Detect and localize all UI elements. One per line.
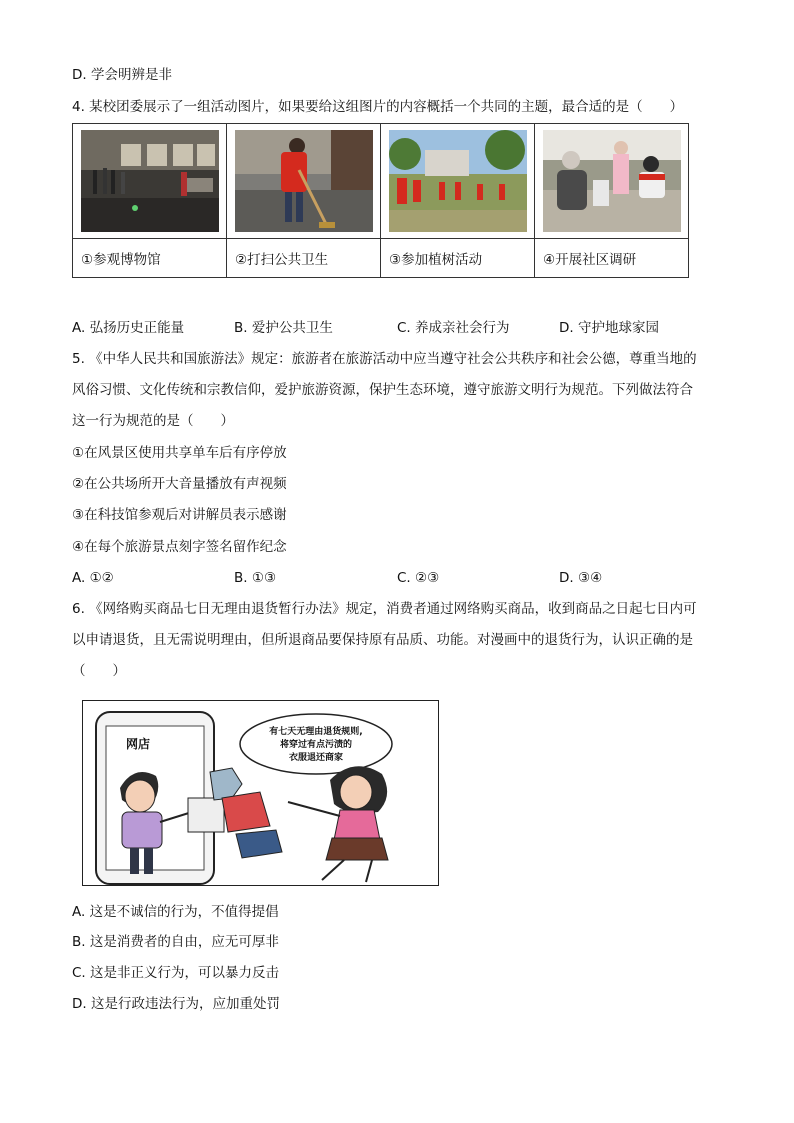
q4-option-b[interactable]: B. 爱护公共卫生: [234, 320, 333, 336]
cartoon-speech-line-2: 将穿过有点污渍的: [279, 740, 353, 750]
q5-item-4: ④在每个旅游景点刻字签名留作纪念: [72, 539, 287, 555]
q6-option-c[interactable]: C. 这是非正义行为，可以暴力反击: [72, 965, 280, 981]
q4-photo-cell-3: [381, 124, 535, 239]
cartoon-speech-line-1: 有七天无理由退货规则,: [269, 727, 363, 737]
q5-option-d[interactable]: D. ③④: [559, 570, 603, 586]
q6-option-a[interactable]: A. 这是不诚信的行为，不值得提倡: [72, 904, 279, 920]
q5-option-a[interactable]: A. ①②: [72, 570, 114, 586]
q4-photo-cell-1: [73, 124, 227, 239]
q6-stem-line-2: 以申请退货，且无需说明理由，但所退商品要保持原有品质、功能。对漫画中的退货行为，认识正确的是: [72, 632, 693, 648]
q4-stem: 4. 某校团委展示了一组活动图片，如果要给这组图片的内容概括一个共同的主题，最合适的是（ ）: [72, 99, 684, 115]
q4-option-a[interactable]: A. 弘扬历史正能量: [72, 320, 185, 336]
return-goods-cartoon: [82, 700, 439, 886]
tree-planting-photo: [389, 130, 527, 232]
sweeping-photo: [235, 130, 373, 232]
q4-photo-cell-4: [535, 124, 689, 239]
q5-item-2: ②在公共场所开大音量播放有声视频: [72, 476, 287, 492]
cartoon-speech-line-3: 衣服退还商家: [288, 753, 344, 763]
q4-caption-3: ③参加植树活动: [381, 239, 535, 278]
q4-photo-cell-2: [227, 124, 381, 239]
q6-stem-line-1: 6. 《网络购买商品七日无理由退货暂行办法》规定，消费者通过网络购买商品，收到商品之日起七日内可: [72, 601, 697, 617]
q6-option-b[interactable]: B. 这是消费者的自由，应无可厚非: [72, 934, 279, 950]
q5-item-3: ③在科技馆参观后对讲解员表示感谢: [72, 507, 287, 523]
q5-stem-line-1: 5. 《中华人民共和国旅游法》规定：旅游者在旅游活动中应当遵守社会公共秩序和社会公德，尊重当地的: [72, 351, 697, 367]
q4-caption-2: ②打扫公共卫生: [227, 239, 381, 278]
q6-stem-line-3: （ ）: [72, 663, 126, 679]
q6-option-d[interactable]: D. 这是行政违法行为，应加重处罚: [72, 996, 280, 1012]
community-survey-photo: [543, 130, 681, 232]
q4-option-d[interactable]: D. 守护地球家园: [559, 320, 659, 336]
museum-photo: [81, 130, 219, 232]
q5-stem-line-2: 风俗习惯、文化传统和宗教信仰，爱护旅游资源，保护生态环境，遵守旅游文明行为规范。下列做法符合: [72, 382, 693, 398]
q4-option-c[interactable]: C. 养成亲社会行为: [397, 320, 510, 336]
cartoon-shop-label: 网店: [126, 737, 151, 751]
q4-caption-1: ①参观博物馆: [73, 239, 227, 278]
q5-stem-line-3: 这一行为规范的是（ ）: [72, 413, 234, 429]
q5-option-c[interactable]: C. ②③: [397, 570, 440, 586]
q3-option-d: D. 学会明辨是非: [72, 67, 172, 83]
q4-picture-table: [72, 123, 689, 278]
q5-option-b[interactable]: B. ①③: [234, 570, 277, 586]
q5-item-1: ①在风景区使用共享单车后有序停放: [72, 445, 287, 461]
q4-caption-4: ④开展社区调研: [535, 239, 689, 278]
